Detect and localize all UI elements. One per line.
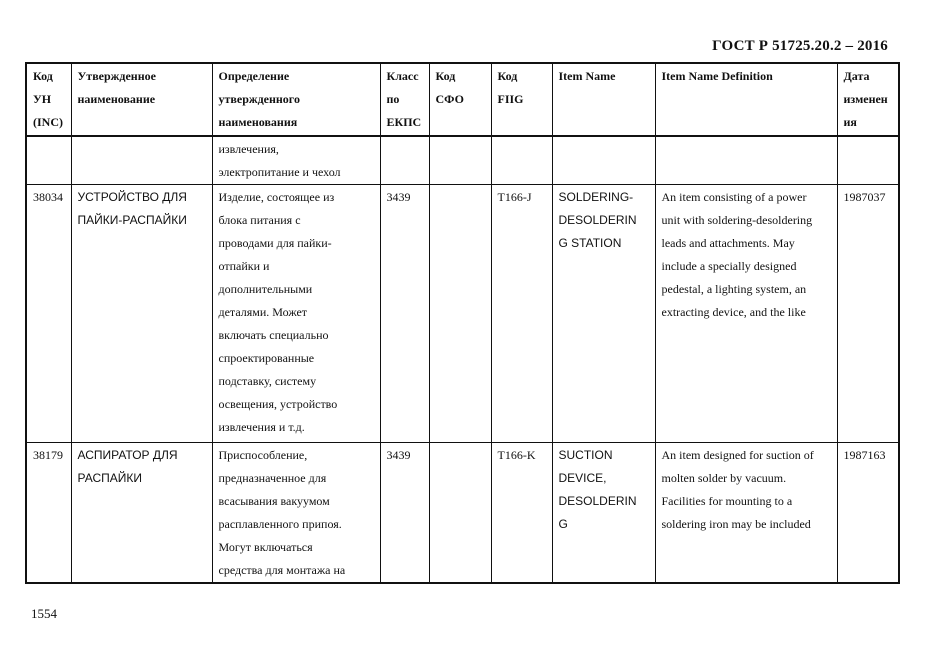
col-definition-header <box>212 63 380 136</box>
col-item-definition-header <box>655 63 837 136</box>
cell-sfo <box>429 136 491 185</box>
cell-line: soldering iron may be included <box>661 517 811 531</box>
header-line: по <box>386 92 400 106</box>
cell-item-name <box>552 136 655 185</box>
cell-change-date: 1987037 <box>837 185 899 443</box>
col-fiig-header <box>491 63 552 136</box>
col-sfo-header <box>429 63 491 136</box>
header-row <box>26 63 899 136</box>
cell-line: DEVICE, <box>558 471 607 485</box>
cell-definition <box>212 185 380 443</box>
header-line: наименование <box>77 92 156 106</box>
table-row <box>26 185 899 443</box>
cell-line: подставку, систему <box>218 374 317 388</box>
cell-line: SUCTION <box>558 448 613 462</box>
cell-fiig <box>491 136 552 185</box>
cell-line: SOLDERING- <box>558 190 634 204</box>
cell-line: деталями. Может <box>218 305 308 319</box>
cell-line: предназначенное для <box>218 471 327 485</box>
cell-fiig: T166-J <box>491 185 552 443</box>
cell-class: 3439 <box>380 185 429 443</box>
standard-number: ГОСТ Р 51725.20.2 – 2016 <box>712 38 888 54</box>
cell-change-date: 1987163 <box>837 443 899 584</box>
cell-item-definition <box>655 136 837 185</box>
cell-line: An item consisting of a power <box>661 190 807 204</box>
header-line: наименования <box>218 115 298 129</box>
header-line: Определение <box>218 69 290 83</box>
header-line: Класс <box>386 69 419 83</box>
table-row <box>26 136 899 185</box>
cell-line: включать специально <box>218 328 329 342</box>
cell-line: DESOLDERIN <box>558 494 637 508</box>
page-number: 1554 <box>31 606 57 621</box>
header-line: утвержденного <box>218 92 300 106</box>
header-line: (INC) <box>33 115 63 129</box>
cell-line: извлечения, <box>218 142 279 156</box>
cell-line: АСПИРАТОР ДЛЯ <box>77 448 178 462</box>
cell-line: дополнительными <box>218 282 313 296</box>
cell-line: отпайки и <box>218 259 270 273</box>
header-line: ЕКПС <box>386 115 422 129</box>
cell-line: спроектированные <box>218 351 315 365</box>
cell-line: освещения, устройство <box>218 397 338 411</box>
cell-line: extracting device, and the like <box>661 305 806 319</box>
header-line: Item Name <box>558 69 616 83</box>
cell-line: РАСПАЙКИ <box>77 471 142 485</box>
cell-approved-name <box>71 185 212 443</box>
header-line: Дата <box>843 69 870 83</box>
cell-line: include a specially designed <box>661 259 797 273</box>
header-line: СФО <box>435 92 464 106</box>
cell-line: УСТРОЙСТВО ДЛЯ <box>77 190 187 204</box>
cell-line: Facilities for mounting to a <box>661 494 793 508</box>
header-line: Утвержденное <box>77 69 156 83</box>
col-approved-name-header <box>71 63 212 136</box>
cell-line: G <box>558 517 568 531</box>
col-change-date-header <box>837 63 899 136</box>
cell-line: unit with soldering-desoldering <box>661 213 813 227</box>
catalog-table <box>25 62 900 584</box>
cell-sfo <box>429 185 491 443</box>
header-line: ия <box>843 115 857 129</box>
col-class-header <box>380 63 429 136</box>
cell-inc: 38179 <box>26 443 71 584</box>
header-line: Код <box>435 69 456 83</box>
cell-inc <box>26 136 71 185</box>
cell-definition <box>212 136 380 185</box>
cell-item-definition <box>655 443 837 584</box>
header-line: FIIG <box>497 92 524 106</box>
cell-line: проводами для пайки- <box>218 236 332 250</box>
cell-line: leads and attachments. May <box>661 236 795 250</box>
cell-line: An item designed for suction of <box>661 448 814 462</box>
cell-line: извлечения и т.д. <box>218 420 305 434</box>
cell-approved-name <box>71 443 212 584</box>
cell-line: средства для монтажа на <box>218 563 346 577</box>
cell-line: molten solder by vacuum. <box>661 471 787 485</box>
cell-line: Могут включаться <box>218 540 313 554</box>
cell-inc: 38034 <box>26 185 71 443</box>
header-line: изменен <box>843 92 888 106</box>
col-inc-header <box>26 63 71 136</box>
cell-line: всасывания вакуумом <box>218 494 330 508</box>
cell-line: Изделие, состоящее из <box>218 190 335 204</box>
cell-item-name <box>552 443 655 584</box>
cell-item-name <box>552 185 655 443</box>
cell-definition <box>212 443 380 584</box>
col-item-name-header <box>552 63 655 136</box>
header-line: Код <box>33 69 53 83</box>
cell-class <box>380 136 429 185</box>
cell-line: блока питания с <box>218 213 301 227</box>
cell-line: электропитание и чехол <box>218 165 341 179</box>
cell-sfo <box>429 443 491 584</box>
cell-fiig: T166-K <box>491 443 552 584</box>
cell-line: расплавленного припоя. <box>218 517 342 531</box>
header-line: Item Name Definition <box>661 69 773 83</box>
header-line: УН <box>33 92 52 106</box>
cell-line: Приспособление, <box>218 448 308 462</box>
cell-class: 3439 <box>380 443 429 584</box>
cell-line: G STATION <box>558 236 622 250</box>
cell-item-definition <box>655 185 837 443</box>
cell-change-date <box>837 136 899 185</box>
cell-line: ПАЙКИ-РАСПАЙКИ <box>77 213 187 227</box>
cell-line: DESOLDERIN <box>558 213 637 227</box>
cell-approved-name <box>71 136 212 185</box>
header-line: Код <box>497 69 518 83</box>
table-row <box>26 443 899 584</box>
cell-line: pedestal, a lighting system, an <box>661 282 807 296</box>
